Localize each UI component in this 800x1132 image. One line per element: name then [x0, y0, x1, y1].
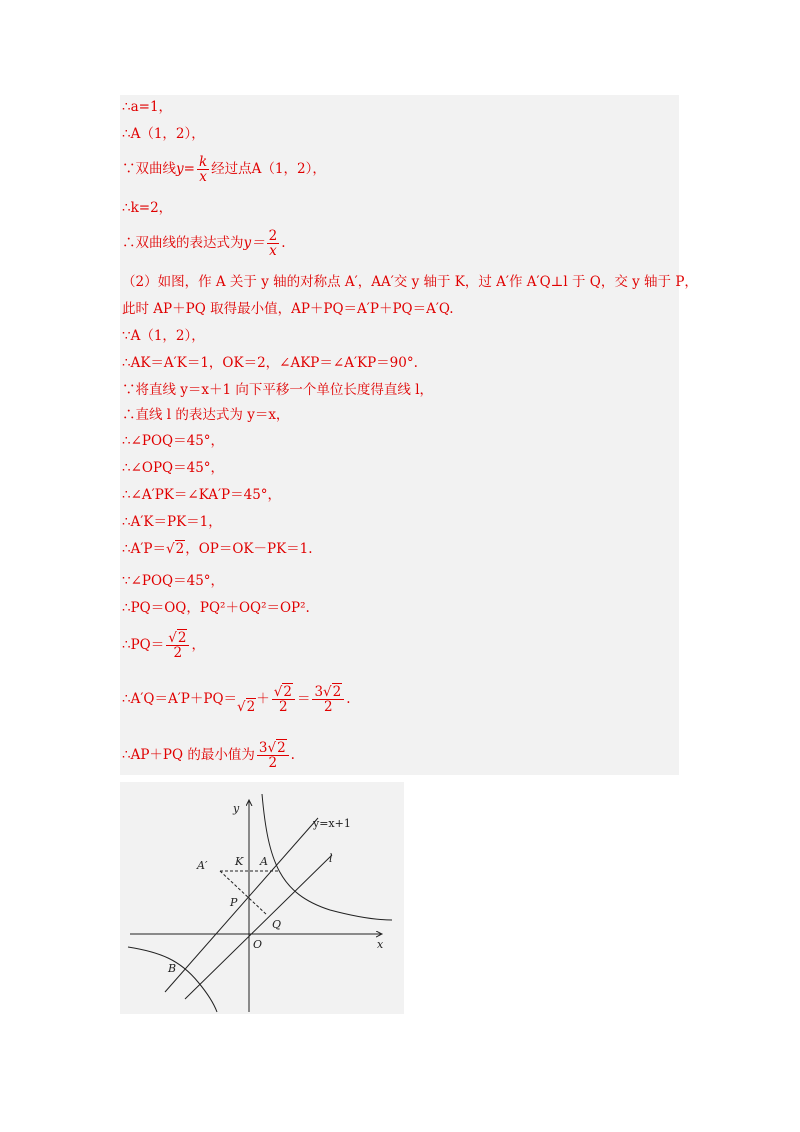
text: ， [191, 637, 205, 653]
text: y＝ [243, 235, 265, 251]
text: ，OP＝OK－PK＝1. [185, 541, 313, 557]
sqrt-2: √2 [237, 699, 256, 715]
line-8: ∵A（1，2）， [122, 328, 205, 344]
denominator: 2 [173, 645, 183, 661]
label-q: Q [272, 918, 282, 931]
label-b: B [168, 962, 177, 975]
numerator: k [198, 154, 208, 170]
radicand: 2 [246, 699, 256, 715]
label-a-prime: A′ [197, 859, 208, 872]
numerator: 2 [268, 228, 278, 244]
line-10: ∵将直线 y＝x＋1 向下平移一个单位长度得直线 l， [122, 382, 434, 398]
fraction-3sqrt2-over-2 [257, 741, 289, 770]
text: ∴A′P＝ [122, 541, 166, 557]
coefficient: 3 [314, 684, 324, 700]
fraction-sqrt2-over-2 [166, 631, 189, 660]
line-12: ∴∠POQ＝45°， [122, 433, 225, 449]
text: 经过点 [211, 161, 252, 177]
line-17: ∵∠POQ＝45°， [122, 573, 225, 589]
denominator: 2 [324, 699, 333, 715]
segment-a-prime-q [220, 871, 267, 915]
radicand: 2 [177, 630, 187, 646]
label-o: O [253, 938, 263, 951]
line-15: ∴A′K＝PK＝1， [122, 514, 222, 530]
fraction-sqrt2-over-2 [272, 685, 295, 714]
line-19 [122, 631, 205, 660]
text: ＝ [296, 691, 311, 707]
numerator: 3√2 [257, 741, 289, 756]
geometry-figure [120, 782, 404, 1014]
numerator: √2 [166, 631, 189, 646]
text: . [346, 691, 351, 707]
line-4: ∴k=2， [122, 200, 173, 216]
line-l [185, 855, 332, 999]
text: . [281, 235, 286, 251]
text: y= [176, 161, 195, 177]
denominator: x [199, 169, 207, 185]
denominator: 2 [279, 699, 288, 715]
line-6: （2）如图，作 A 关于 y 轴的对称点 A′，AA′交 y 轴于 K，过 A′作 A′Q⊥l 于 Q，交 y 轴于 P， [122, 274, 698, 290]
text: ∴A′Q＝A′P＋PQ＝ [122, 691, 238, 707]
coefficient: 3 [258, 740, 268, 756]
hyperbola-branch-upper [262, 794, 392, 920]
label-y: y [233, 802, 240, 815]
denominator: x [269, 243, 277, 259]
line-13: ∴∠OPQ＝45°， [122, 460, 225, 476]
line-18: ∴PQ＝OQ，PQ²＋OQ²＝OP². [122, 600, 310, 616]
line-14: ∴∠A′PK＝∠KA′P＝45°， [122, 487, 282, 503]
text: ∴AP＋PQ 的最小值为 [122, 747, 255, 763]
line-7: 此时 AP＋PQ 取得最小值，AP＋PQ＝A′P＋PQ＝A′Q. [122, 301, 454, 317]
label-x: x [377, 938, 384, 951]
line-1: ∴a=1， [122, 99, 173, 115]
line-y-eq-x-plus-1 [165, 818, 318, 992]
radicand: 2 [175, 541, 185, 557]
fraction-3sqrt2-over-2 [312, 685, 344, 714]
line-11: ∴直线 l 的表达式为 y＝x， [122, 407, 290, 423]
line-2: ∴A（1，2）， [122, 126, 205, 142]
text: ∴PQ＝ [122, 637, 165, 653]
line-21 [122, 741, 295, 770]
fraction-2-over-x [267, 229, 280, 258]
text: ∵双曲线 [122, 161, 176, 177]
numerator: 3√2 [312, 685, 344, 700]
sqrt-2: √2 [166, 541, 185, 557]
radicand: 2 [332, 684, 342, 700]
line-20 [122, 685, 351, 716]
label-p: P [230, 896, 238, 909]
denominator: 2 [268, 755, 278, 771]
fraction-k-over-x [197, 155, 209, 184]
text: A（1，2）， [251, 161, 326, 177]
label-l: l [329, 852, 333, 865]
text: ＋ [256, 691, 270, 707]
hyperbola-branch-lower [128, 947, 217, 1012]
label-a: A [260, 855, 268, 868]
radicand: 2 [283, 684, 292, 700]
line-5 [122, 229, 286, 258]
line-9: ∴AK＝A′K＝1，OK＝2，∠AKP＝∠A′KP＝90°. [122, 355, 418, 371]
radicand: 2 [277, 740, 286, 756]
figure-svg [120, 782, 404, 1014]
line-3 [122, 155, 326, 184]
label-line-y-eq-x-plus-1: y=x+1 [313, 817, 351, 830]
line-16 [122, 540, 313, 558]
label-k: K [235, 855, 244, 868]
numerator: √2 [272, 685, 295, 700]
text: ∴双曲线的表达式为 [122, 235, 244, 251]
text: . [290, 747, 295, 763]
